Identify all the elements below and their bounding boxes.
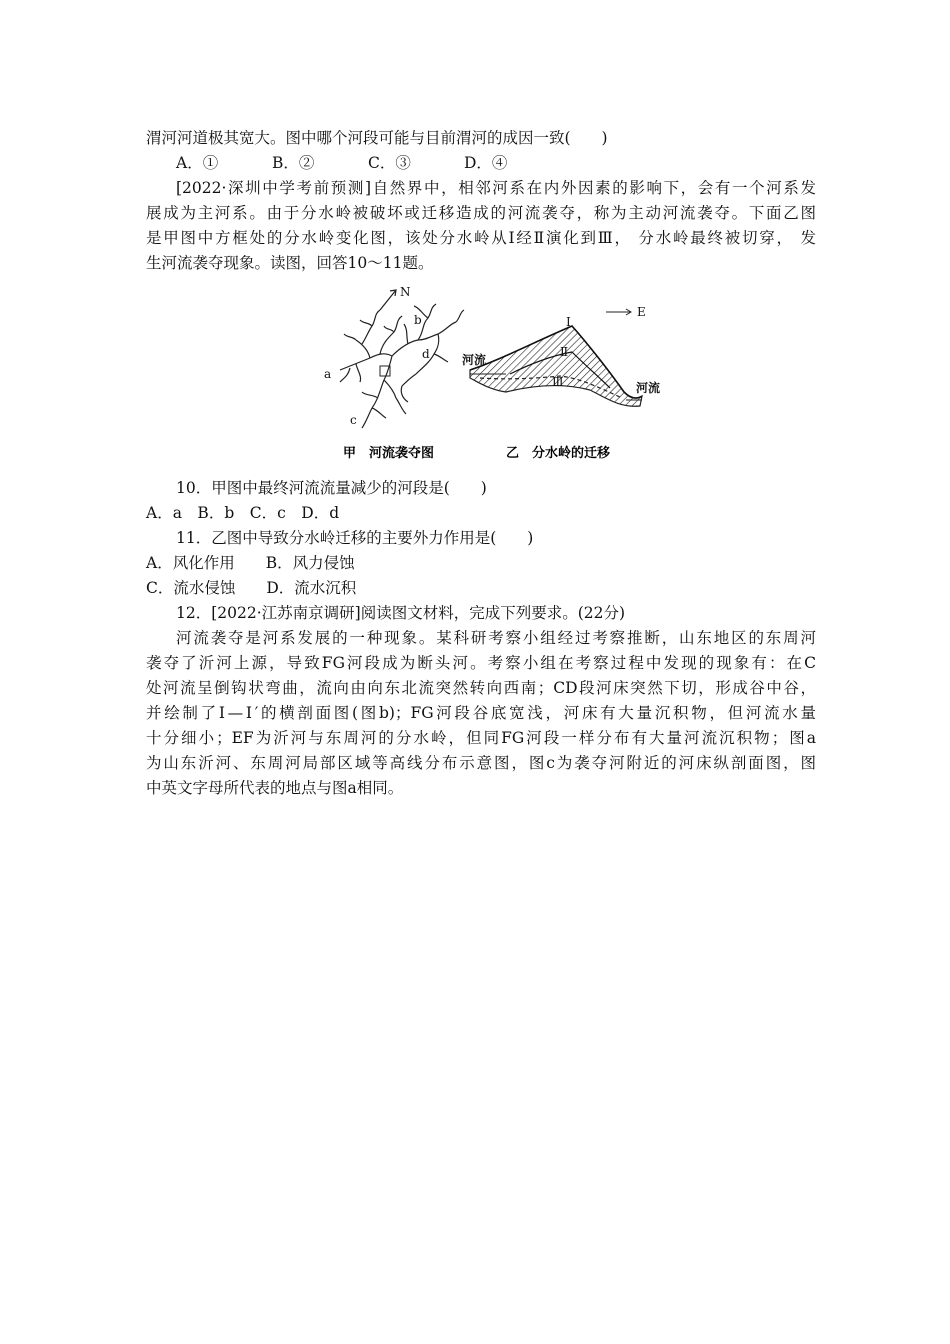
q12-material-line: 处河流呈倒钩状弯曲，流向由向东北流突然转向西南；CD段河床突然下切，形成谷中谷，: [146, 679, 816, 697]
branch-label-d: d: [422, 347, 430, 361]
passage-line-1: [2022·深圳中学考前预测]自然界中，相邻河系在内外因素的影响下，会有一个河系发: [176, 179, 816, 197]
q12-material-line: 中英文字母所代表的地点与图a相同。: [146, 779, 404, 797]
q9-option-b: B．②: [272, 154, 315, 172]
q9-stem-tail: 渭河河道极其宽大。图中哪个河段可能与目前渭河的成因一致( ): [146, 129, 608, 147]
north-label: N: [400, 285, 411, 299]
stage-label-3: Ⅲ: [552, 375, 564, 389]
q10-options: A．a B．b C．c D．d: [146, 504, 340, 522]
caption-jia: 甲 河流袭夺图: [343, 446, 435, 461]
q11-options-row-2: C．流水侵蚀 D．流水沉积: [146, 579, 357, 597]
q12-stem: 12．[2022·江苏南京调研]阅读图文材料，完成下列要求。(22分): [176, 604, 626, 622]
branch-label-c: c: [350, 413, 357, 427]
passage-line-3: 是甲图中方框处的分水岭变化图，该处分水岭从Ⅰ经Ⅱ演化到Ⅲ， 分水岭最终被切穿， 发: [146, 229, 816, 247]
q9-option-c: C．③: [368, 154, 411, 172]
q10-stem: 10．甲图中最终河流流量减少的河段是( ): [176, 479, 487, 497]
q12-material-line: 十分细小；EF为沂河与东周河的分水岭，但同FG河段一样分布有大量河流沉积物；图a: [146, 729, 816, 747]
q12-material-line: 为山东沂河、东周河局部区域等高线分布示意图，图c为袭夺河附近的河床纵剖面图，图: [146, 754, 816, 772]
q12-material-line: 河流袭夺是河系发展的一种现象。某科研考察小组经过考察推断，山东地区的东周河: [176, 629, 816, 647]
east-label: E: [637, 305, 646, 319]
q12-material-line: 袭夺了沂河上源，导致FG河段成为断头河。考察小组在考察过程中发现的现象有：在C: [146, 654, 816, 672]
branch-label-b: b: [414, 313, 422, 327]
river-label-right: 河流: [636, 381, 661, 395]
passage-line-2: 展成为主河系。由于分水岭被破坏或迁移造成的河流袭夺，称为主动河流袭夺。下面乙图: [146, 204, 816, 222]
q11-options-row-1: A．风化作用 B．风力侵蚀: [146, 554, 355, 572]
passage-line-4: 生河流袭夺现象。读图，回答10～11题。: [146, 254, 434, 272]
caption-yi: 乙 分水岭的迁移: [506, 446, 611, 461]
q9-option-d: D．④: [464, 154, 508, 172]
q12-material-line: 并绘制了Ⅰ—Ⅰ′的横剖面图(图b)；FG河段谷底宽浅，河床有大量沉积物，但河流水量: [146, 704, 816, 722]
q9-option-a: A．①: [176, 154, 219, 172]
divide-migration-diagram: [470, 309, 642, 406]
branch-label-a: a: [324, 367, 332, 381]
river-label-left: 河流: [462, 353, 487, 367]
river-network-diagram: [340, 290, 464, 428]
q11-stem: 11．乙图中导致分水岭迁移的主要外力作用是( ): [176, 529, 534, 547]
river-capture-figure: [310, 282, 661, 462]
stage-label-1: Ⅰ: [566, 315, 571, 329]
stage-label-2: Ⅱ: [560, 345, 569, 359]
